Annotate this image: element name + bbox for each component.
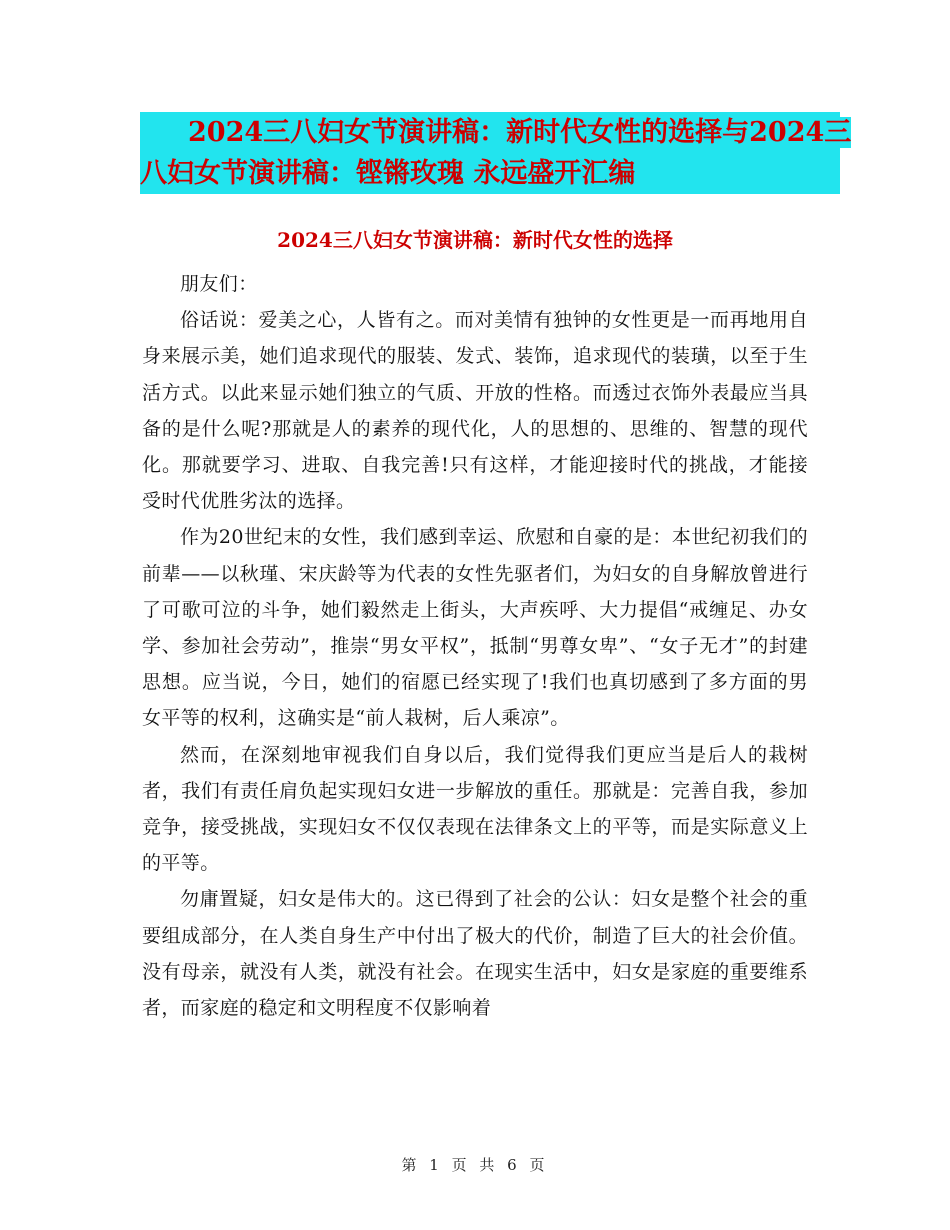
paragraph-salutation: 朋友们：: [180, 273, 258, 295]
body-text: [142, 266, 808, 1026]
paragraph: 勿庸置疑，妇女是伟大的。这已得到了社会的公认：妇女是整个社会的重要组成部分，在人类自身生产中付出了极大的代价，制造了巨大的社会价值。没有母亲，就没有人类，就没有社会。在现实生活中，妇女是家庭的重要维系者，而家庭的稳定和文明程度不仅影响着: [142, 888, 808, 1020]
section-title: 2024三八妇女节演讲稿：新时代女性的选择: [277, 228, 673, 252]
page-footer: 第 1 页 共 6 页: [401, 1156, 549, 1174]
paragraph: 作为20世纪末的女性，我们感到幸运、欣慰和自豪的是：本世纪初我们的前辈——以秋瑾、宋庆龄等为代表的女性先驱者们，为妇女的自身解放曾进行了可歌可泣的斗争，她们毅然走上街头，大声疾呼、大力提倡“戒缠足、办女学、参加社会劳动”，推崇“男女平权”，抵制“男尊女卑”、“女子无才”的封建思想。应当说，今日，她们的宿愿已经实现了!我们也真切感到了多方面的男女平等的权利，这确实是“前人栽树，后人乘凉”。: [142, 526, 808, 730]
paragraph: 俗话说：爱美之心，人皆有之。而对美情有独钟的女性更是一而再地用自身来展示美，她们追求现代的服装、发式、装饰，追求现代的装璜，以至于生活方式。以此来显示她们独立的气质、开放的性格。而透过衣饰外表最应当具备的是什么呢?那就是人的素养的现代化，人的思想的、思维的、智慧的现代化。那就要学习、进取、自我完善!只有这样，才能迎接时代的挑战，才能接受时代优胜劣汰的选择。: [142, 309, 808, 513]
paragraph: 然而，在深刻地审视我们自身以后，我们觉得我们更应当是后人的栽树者，我们有责任肩负起实现妇女进一步解放的重任。那就是：完善自我，参加竞争，接受挑战，实现妇女不仅仅表现在法律条文上的平等，而是实际意义上的平等。: [142, 743, 808, 875]
document-title-line-2: 八妇女节演讲稿：铿锵玫瑰 永远盛开汇编: [140, 158, 636, 189]
document-title-line-1: 2024三八妇女节演讲稿：新时代女性的选择与2024三: [188, 117, 852, 148]
document-title: [140, 112, 852, 194]
